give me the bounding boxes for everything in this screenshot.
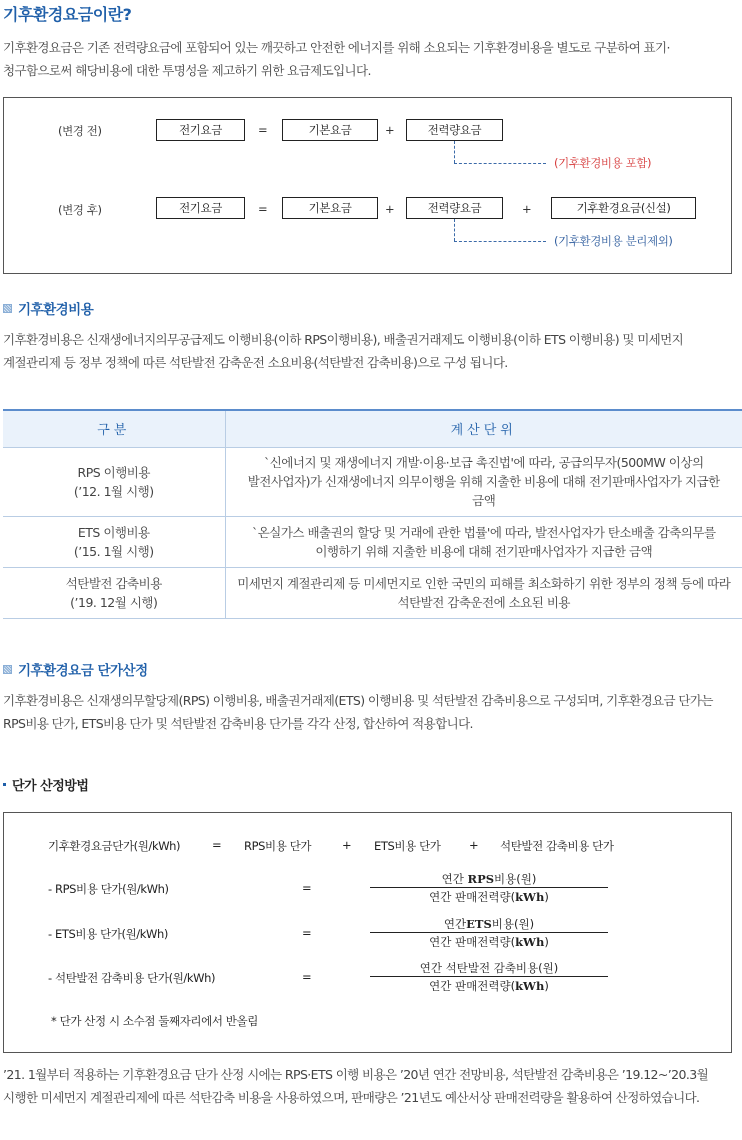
formula-ets-denominator: 연간 판매전력량(kWh)	[429, 935, 549, 949]
table-cell-description: 미세먼지 계절관리제 등 미세먼지로 인한 국민의 피해를 최소화하기 위한 정부의 정책 등에 따라 석탄발전 감축운전에 소요된 비용	[225, 567, 742, 618]
after-note: (기후환경비용 분리제외)	[554, 234, 673, 248]
formula-box	[3, 812, 732, 1053]
after-plus-1: +	[385, 202, 395, 216]
before-label: (변경 전)	[58, 124, 102, 138]
formula-footnote: * 단가 산정 시 소수점 둘째자리에서 반올림	[51, 1014, 258, 1028]
formula-ets-lhs: - ETS비용 단가(원/kWh)	[48, 927, 168, 941]
row-name: 석탄발전 감축비용	[65, 575, 162, 591]
section-climate-cost-heading	[3, 298, 93, 318]
comparison-diagram	[3, 97, 732, 274]
table-cell-category	[3, 516, 225, 567]
section-unit-price-text: 기후환경비용은 신재생의무할당제(RPS) 이행비용, 배출권거래제(ETS) 이행비용 및 석탄발전 감축비용으로 구성되며, 기후환경요금 단가는 RPS비용 단가, ETS비용 단가 및 석탄발전 감축비용 단가를 각각 산정, 합산하여 적용합니다.	[3, 693, 713, 731]
formula-main-plus-2: +	[469, 838, 479, 852]
row-date: (’12. 1월 시행)	[73, 483, 154, 499]
formula-main-term-coal: 석탄발전 감축비용 단가	[500, 839, 614, 853]
after-energy-fee-box: 전력량요금	[406, 197, 503, 219]
table-row	[3, 447, 742, 516]
closing-text: ’21. 1월부터 적용하는 기후환경요금 단가 산정 시에는 RPS·ETS 이행 비용은 ’20년 연간 전망비용, 석탄발전 감축비용은 ’19.12~’20.3월 시행한 미세먼지 계절관리제에 따른 석탄감축 비용을 사용하였으며, 판매량은 ’21년도 예산서상 판매전력량을 활용하여 산정하였습니다.	[3, 1067, 709, 1105]
intro-text: 기후환경요금은 기존 전력량요금에 포함되어 있는 깨끗하고 안전한 에너지를 위해 소요되는 기후환경비용을 별도로 구분하여 표기·청구함으로써 해당비용에 대한 투명성을 제고하기 위한 요금제도입니다.	[3, 40, 670, 78]
before-base-fee-box: 기본요금	[282, 119, 378, 141]
table-header-category: 구분	[3, 410, 225, 447]
after-connector-vertical	[454, 219, 455, 241]
before-electric-fee-box: 전기요금	[156, 119, 245, 141]
formula-main-plus-1: +	[342, 838, 352, 852]
formula-rps-equals: =	[302, 881, 312, 895]
formula-rps-denominator: 연간 판매전력량(kWh)	[429, 890, 549, 904]
cost-table	[3, 409, 742, 619]
table-row	[3, 567, 742, 618]
before-equals: =	[258, 123, 268, 137]
square-bullet-icon	[3, 304, 12, 313]
page-title: 기후환경요금이란?	[3, 5, 132, 24]
formula-rps-fraction	[370, 870, 608, 906]
row-name: RPS 이행비용	[77, 464, 150, 480]
formula-ets-numerator: 연간ETS비용(원)	[370, 915, 608, 933]
section-climate-cost-title: 기후환경비용	[18, 302, 94, 318]
formula-rps-numerator: 연간 RPS비용(원)	[370, 870, 608, 888]
before-connector-vertical	[454, 141, 455, 163]
square-bullet-icon	[3, 665, 12, 674]
formula-coal-equals: =	[302, 970, 312, 984]
before-plus: +	[385, 123, 395, 137]
method-heading	[3, 775, 88, 794]
formula-main-term-rps: RPS비용 단가	[244, 839, 312, 853]
section-unit-price-heading	[3, 659, 148, 679]
table-header-unit: 계산단위	[225, 410, 742, 447]
after-plus-2: +	[522, 202, 532, 216]
before-energy-fee-box: 전력량요금	[406, 119, 503, 141]
row-date: (’15. 1월 시행)	[73, 543, 154, 559]
table-row	[3, 516, 742, 567]
formula-main-term-ets: ETS비용 단가	[374, 839, 441, 853]
row-name: ETS 이행비용	[77, 524, 150, 540]
table-cell-description: `신에너지 및 재생에너지 개발·이용·보급 촉진법'에 따라, 공급의무자(500MW 이상의 발전사업자)가 신재생에너지 의무이행을 위해 지출한 비용에 대해 전기판매사업자가 지급한 금액	[225, 447, 742, 516]
table-header-row	[3, 410, 742, 447]
before-connector-horizontal	[454, 163, 546, 164]
section-unit-price-title: 기후환경요금 단가산정	[18, 663, 148, 679]
formula-coal-lhs: - 석탄발전 감축비용 단가(원/kWh)	[48, 971, 216, 985]
table-cell-description: `온실가스 배출권의 할당 및 거래에 관한 법률'에 따라, 발전사업자가 탄소배출 감축의무를 이행하기 위해 지출한 비용에 대해 전기판매사업자가 지급한 금액	[225, 516, 742, 567]
formula-ets-equals: =	[302, 926, 312, 940]
method-title: 단가 산정방법	[12, 779, 89, 794]
after-climate-fee-box: 기후환경요금(신설)	[551, 197, 696, 219]
before-note: (기후환경비용 포함)	[554, 156, 652, 170]
formula-ets-fraction	[370, 915, 608, 951]
formula-coal-fraction	[370, 959, 608, 995]
after-equals: =	[258, 202, 268, 216]
formula-coal-numerator: 연간 석탄발전 감축비용(원)	[370, 959, 608, 977]
after-connector-horizontal	[454, 241, 546, 242]
dot-bullet-icon	[3, 783, 6, 786]
row-date: (’19. 12월 시행)	[70, 594, 158, 610]
after-base-fee-box: 기본요금	[282, 197, 378, 219]
formula-rps-lhs: - RPS비용 단가(원/kWh)	[48, 882, 169, 896]
section-climate-cost-text: 기후환경비용은 신재생에너지의무공급제도 이행비용(이하 RPS이행비용), 배출권거래제도 이행비용(이하 ETS 이행비용) 및 미세먼지 계절관리제 등 정부 정책에 따른 석탄발전 감축운전 소요비용(석탄발전 감축비용)으로 구성 됩니다.	[3, 332, 684, 370]
formula-main-equals: =	[212, 838, 222, 852]
formula-main-lhs: 기후환경요금단가(원/kWh)	[48, 839, 181, 853]
table-cell-category	[3, 447, 225, 516]
after-electric-fee-box: 전기요금	[156, 197, 245, 219]
table-cell-category	[3, 567, 225, 618]
after-label: (변경 후)	[58, 203, 102, 217]
formula-coal-denominator: 연간 판매전력량(kWh)	[429, 979, 549, 993]
